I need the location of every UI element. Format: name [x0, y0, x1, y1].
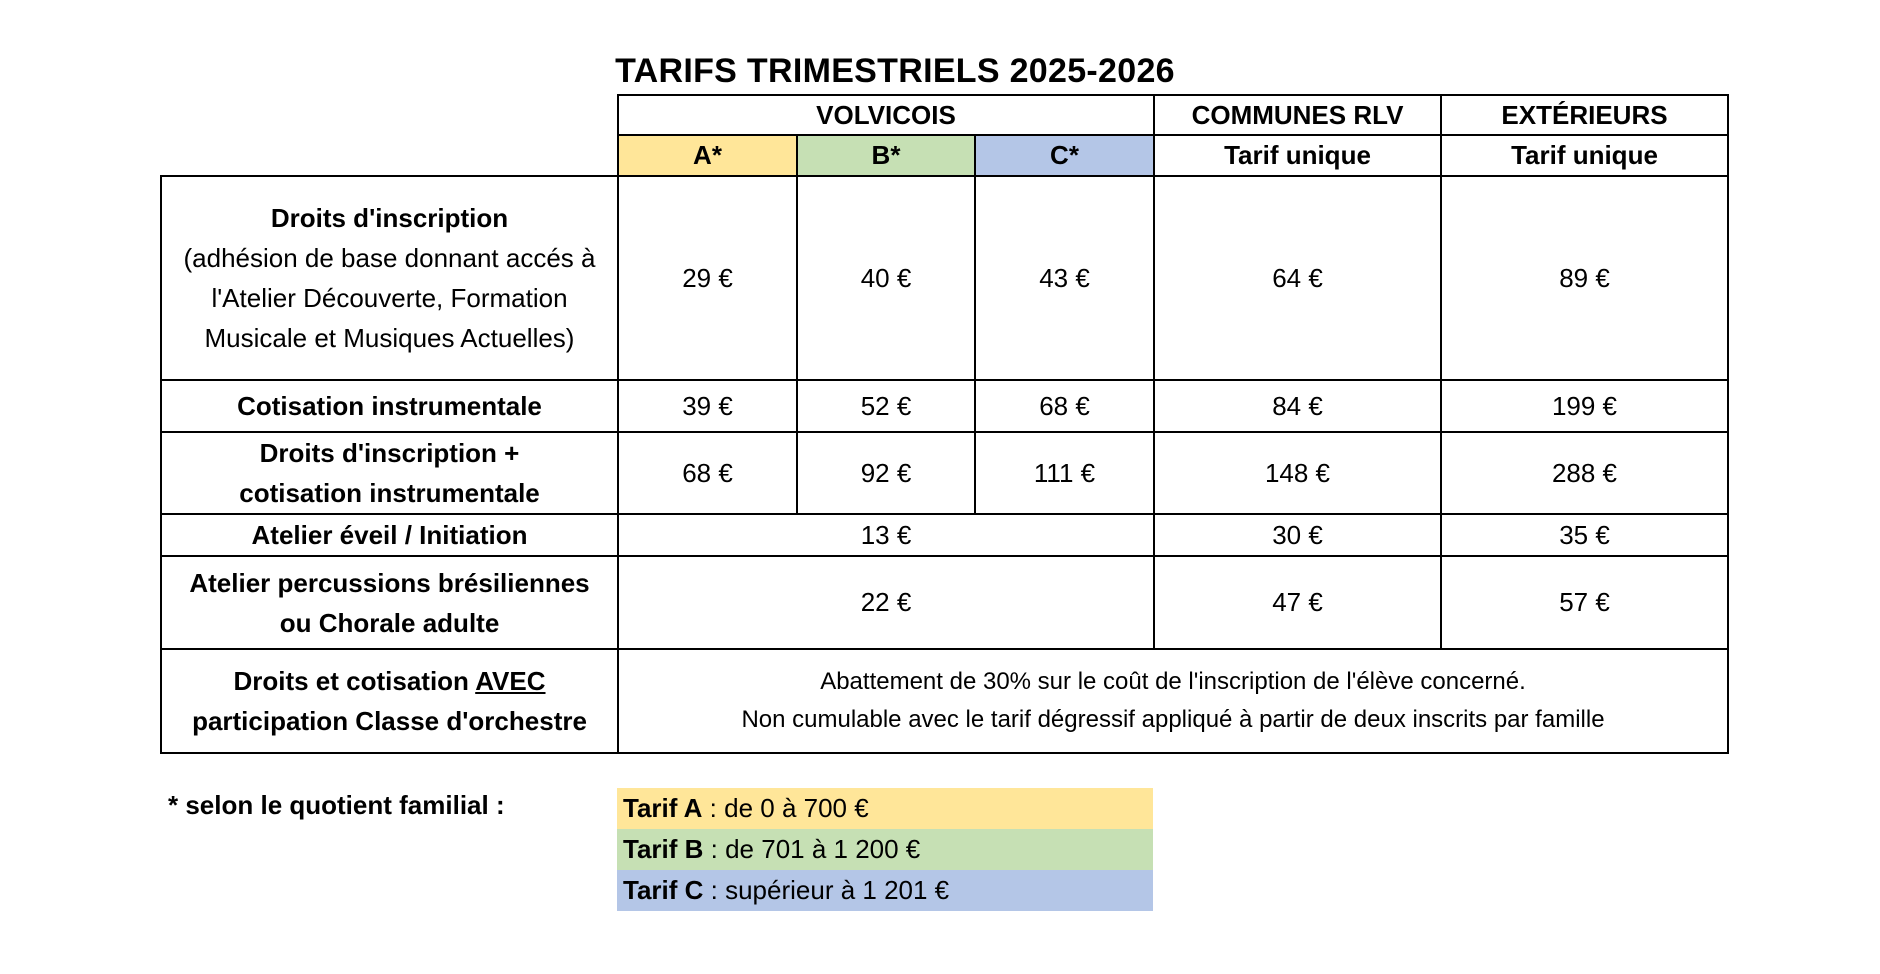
row-orchestre-label [161, 649, 618, 753]
legend-tarif-b-name: Tarif B [623, 834, 704, 864]
row-orchestre-label-1 [162, 661, 617, 701]
row-cotisation-label: Cotisation instrumentale [161, 380, 618, 432]
row-orchestre-label-2: participation Classe d'orchestre [192, 706, 587, 736]
cotisation-communes: 84 € [1154, 380, 1441, 432]
legend-star-label: * selon le quotient familial : [168, 790, 505, 820]
row-percussions-label-1: Atelier percussions brésiliennes [189, 567, 590, 598]
row-combined-label [161, 432, 618, 514]
combined-a: 68 € [618, 432, 797, 514]
header-tarif-b: B* [797, 135, 975, 176]
row-orchestre [161, 649, 1728, 753]
header-tarif-c: C* [975, 135, 1154, 176]
row-percussions-label [161, 556, 618, 649]
row-inscription-sub-3: Musicale et Musiques Actuelles) [204, 323, 575, 353]
row-combined-label-2: cotisation instrumentale [239, 478, 540, 508]
tarifs-table [160, 94, 1729, 754]
combined-communes: 148 € [1154, 432, 1441, 514]
legend-box [617, 788, 1153, 911]
row-orchestre-avec: AVEC [475, 666, 546, 696]
row-cotisation [161, 380, 1728, 432]
legend-tarif-c-text: : supérieur à 1 201 € [703, 875, 950, 905]
legend-tarif-c [617, 870, 1153, 911]
header-communes: COMMUNES RLV [1154, 95, 1441, 135]
combined-c: 111 € [975, 432, 1154, 514]
header-blank-cell-2 [161, 135, 618, 176]
inscription-exterieurs: 89 € [1441, 176, 1728, 380]
row-inscription-label [161, 176, 618, 380]
header-tarif-a: A* [618, 135, 797, 176]
page-title [0, 52, 1880, 91]
row-inscription-sub-2: l'Atelier Découverte, Formation [211, 283, 568, 313]
legend-tarif-b-text: : de 701 à 1 200 € [703, 834, 921, 864]
header-tarif-unique-exterieurs: Tarif unique [1441, 135, 1728, 176]
inscription-c: 43 € [975, 176, 1154, 380]
orchestre-note-1: Abattement de 30% sur le coût de l'inscription de l'élève concerné. [820, 668, 1526, 695]
orchestre-note-2: Non cumulable avec le tarif dégressif appliqué à partir de deux inscrits par famille [741, 706, 1605, 733]
row-eveil-label: Atelier éveil / Initiation [161, 514, 618, 556]
header-row-tarifs [161, 135, 1728, 176]
inscription-a: 29 € [618, 176, 797, 380]
eveil-exterieurs: 35 € [1441, 514, 1728, 556]
row-combined [161, 432, 1728, 514]
legend-tarif-a [617, 788, 1153, 829]
row-eveil [161, 514, 1728, 556]
inscription-b: 40 € [797, 176, 975, 380]
legend-tarif-c-name: Tarif C [623, 875, 704, 905]
header-tarif-unique-communes: Tarif unique [1154, 135, 1441, 176]
row-inscription-title: Droits d'inscription [270, 203, 509, 233]
percussions-communes: 47 € [1154, 556, 1441, 649]
percussions-volvicois: 22 € [618, 556, 1154, 649]
cotisation-b: 52 € [797, 380, 975, 432]
row-combined-label-1: Droits d'inscription + [259, 438, 520, 468]
combined-b: 92 € [797, 432, 975, 514]
header-exterieurs: EXTÉRIEURS [1441, 95, 1728, 135]
row-percussions-label-2: ou Chorale adulte [279, 607, 500, 638]
row-inscription [161, 176, 1728, 380]
inscription-communes: 64 € [1154, 176, 1441, 380]
header-blank-cell [161, 95, 618, 135]
cotisation-exterieurs: 199 € [1441, 380, 1728, 432]
row-percussions [161, 556, 1728, 649]
legend-tarif-b [617, 829, 1153, 870]
legend-tarif-a-text: : de 0 à 700 € [702, 793, 869, 823]
eveil-communes: 30 € [1154, 514, 1441, 556]
cotisation-a: 39 € [618, 380, 797, 432]
eveil-volvicois: 13 € [618, 514, 1154, 556]
header-volvicois: VOLVICOIS [618, 95, 1154, 135]
header-row-groups [161, 95, 1728, 135]
row-inscription-sub-1: (adhésion de base donnant accés à [183, 243, 596, 273]
percussions-exterieurs: 57 € [1441, 556, 1728, 649]
combined-exterieurs: 288 € [1441, 432, 1728, 514]
row-orchestre-label-1-pre: Droits et cotisation [233, 666, 476, 696]
legend-tarif-a-name: Tarif A [623, 793, 703, 823]
orchestre-note [618, 649, 1728, 753]
cotisation-c: 68 € [975, 380, 1154, 432]
page-title-text: TARIFS TRIMESTRIELS 2025-2026 [615, 52, 1175, 90]
